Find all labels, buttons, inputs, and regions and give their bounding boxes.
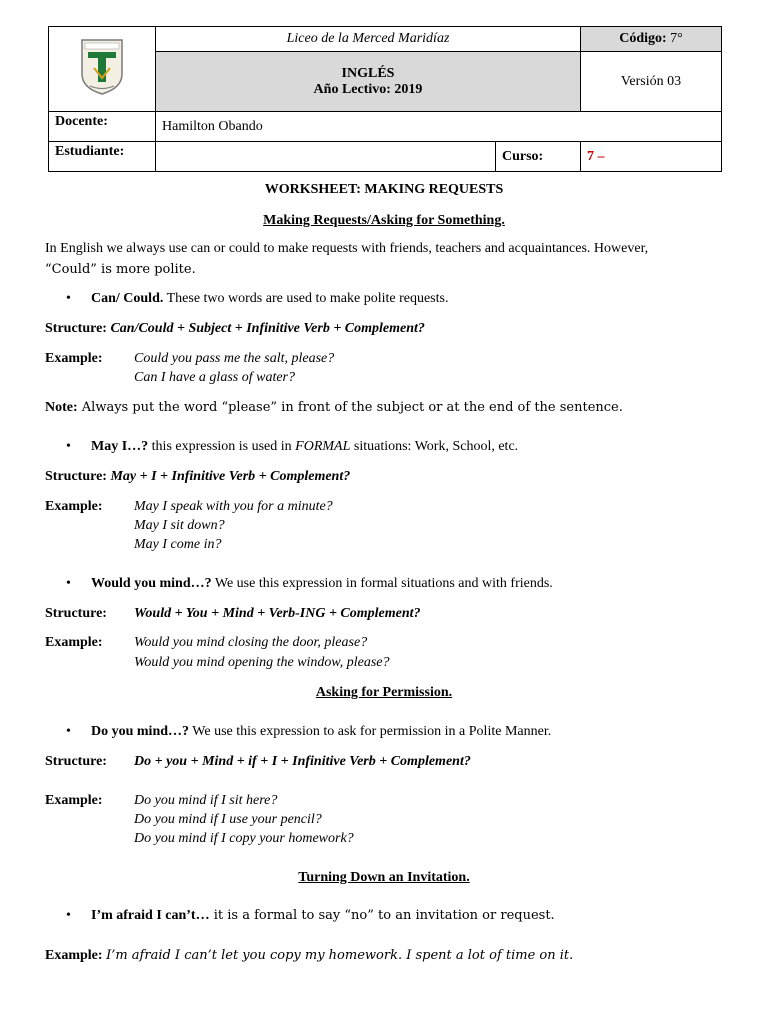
would-you-mind-structure: Would + You + Mind + Verb-ING + Complement? — [134, 606, 421, 621]
subject-title: INGLÉS — [341, 65, 395, 81]
bullet-icon: • — [66, 724, 71, 739]
would-you-mind-example-2: Would you mind opening the window, please? — [134, 655, 390, 670]
header-table — [48, 26, 722, 172]
course-label: Curso: — [496, 142, 581, 172]
would-you-mind-example-1: Would you mind closing the door, please? — [134, 635, 368, 650]
may-structure — [45, 469, 350, 485]
school-logo-icon — [80, 38, 124, 96]
may-item — [91, 439, 518, 455]
can-could-term: Can/ Could. — [91, 291, 164, 306]
can-example-2: Can I have a glass of water? — [134, 370, 295, 385]
structure-label: Structure: — [45, 321, 107, 336]
example-label: Example: — [45, 635, 103, 650]
may-desc-1: this expression is used in — [148, 439, 296, 454]
bullet-icon: • — [66, 439, 71, 454]
section-heading-requests: Making Requests/Asking for Something. — [263, 213, 505, 228]
may-formal: FORMAL — [295, 439, 351, 454]
section-heading-invitation: Turning Down an Invitation. — [298, 870, 470, 885]
may-example-2: May I sit down? — [134, 518, 225, 533]
can-could-item — [91, 291, 448, 307]
worksheet-title: WORKSHEET: MAKING REQUESTS — [264, 182, 504, 197]
teacher-label: Docente: — [49, 112, 156, 142]
may-example-1: May I speak with you for a minute? — [134, 499, 333, 514]
bullet-icon: • — [66, 291, 71, 306]
intro-line-1: In English we always use can or could to make requests with friends, teachers and acquaintances. However, — [45, 241, 649, 256]
intro-line-2: “Could” is more polite. — [45, 262, 196, 277]
afraid-term: I’m afraid I can’t… — [91, 908, 210, 923]
afraid-item — [91, 908, 555, 924]
example-label: Example: — [45, 351, 103, 366]
subject-cell — [156, 52, 581, 112]
do-you-mind-term: Do you mind…? — [91, 724, 190, 739]
do-you-mind-example-3: Do you mind if I copy your homework? — [134, 831, 354, 846]
bullet-icon: • — [66, 908, 71, 923]
section-heading-permission: Asking for Permission. — [315, 685, 453, 700]
can-structure-formula: Can/Could + Subject + Infinitive Verb + Complement? — [110, 321, 425, 336]
structure-label: Structure: — [45, 606, 107, 621]
example-label: Example: — [45, 499, 103, 514]
student-label: Estudiante: — [49, 142, 156, 172]
bullet-icon: • — [66, 576, 71, 591]
structure-label: Structure: — [45, 469, 107, 484]
can-could-desc: These two words are used to make polite requests. — [163, 291, 449, 306]
would-you-mind-term: Would you mind…? — [91, 576, 212, 591]
afraid-example-line — [45, 948, 573, 964]
structure-label: Structure: — [45, 754, 107, 769]
do-you-mind-example-1: Do you mind if I sit here? — [134, 793, 278, 808]
afraid-desc: it is a formal to say “no” to an invitation or request. — [209, 908, 555, 923]
code-label: Código: — [619, 31, 667, 46]
school-name: Liceo de la Merced Maridíaz — [156, 27, 581, 52]
example-label: Example: — [45, 948, 103, 963]
do-you-mind-desc: We use this expression to ask for permission in a Polite Manner. — [189, 724, 552, 739]
may-desc-2: situations: Work, School, etc. — [350, 439, 519, 454]
teacher-name: Hamilton Obando — [156, 112, 722, 142]
would-you-mind-item — [91, 576, 553, 592]
school-year: Año Lectivo: 2019 — [313, 81, 423, 97]
student-name-field[interactable] — [156, 142, 496, 172]
can-structure — [45, 321, 425, 337]
do-you-mind-item — [91, 724, 551, 740]
do-you-mind-structure: Do + you + Mind + if + I + Infinitive Verb + Complement? — [134, 754, 471, 769]
may-structure-formula: May + I + Infinitive Verb + Complement? — [110, 469, 351, 484]
do-you-mind-example-2: Do you mind if I use your pencil? — [134, 812, 322, 827]
can-example-1: Could you pass me the salt, please? — [134, 351, 335, 366]
note-line — [45, 400, 623, 416]
course-value: 7 – — [581, 142, 722, 172]
would-you-mind-desc: We use this expression in formal situations and with friends. — [211, 576, 553, 591]
code-value: 7° — [670, 31, 683, 46]
code-cell — [581, 27, 722, 52]
note-text: Always put the word “please” in front of the subject or at the end of the sentence. — [77, 400, 623, 415]
may-example-3: May I come in? — [134, 537, 222, 552]
example-label: Example: — [45, 793, 103, 808]
version: Versión 03 — [581, 52, 722, 112]
afraid-example: I’m afraid I can’t let you copy my homework. I spent a lot of time on it. — [106, 948, 574, 963]
may-term: May I…? — [91, 439, 149, 454]
note-label: Note: — [45, 400, 78, 415]
school-logo-cell — [49, 27, 156, 112]
